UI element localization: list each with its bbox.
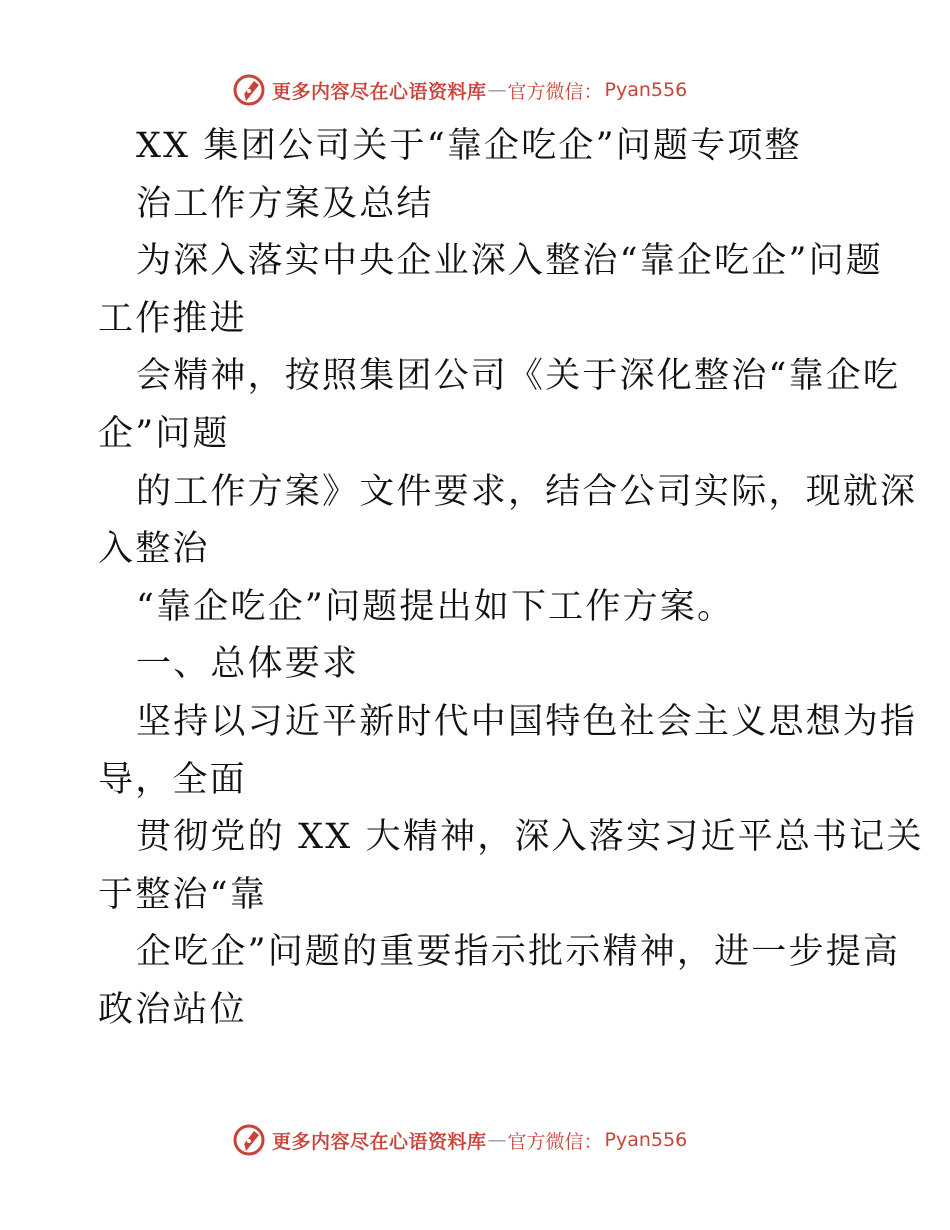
paragraph-line: 的工作方案》文件要求，结合公司实际，现就深 bbox=[136, 471, 918, 512]
paragraph-line: “靠企吃企”问题提出如下工作方案。 bbox=[136, 586, 735, 627]
footer-banner[interactable] bbox=[232, 1123, 752, 1157]
paragraph-line: 为深入落实中央企业深入整治“靠企吃企”问题 bbox=[136, 241, 883, 282]
banner-wechat-id: Pyan556 bbox=[604, 79, 688, 101]
banner-wechat-id: Pyan556 bbox=[604, 1129, 688, 1151]
paragraph-line: 贯彻党的 XX 大精神，深入落实习近平总书记关 bbox=[136, 817, 924, 858]
paragraph-line: 企吃企”问题的重要指示批示精神，进一步提高 bbox=[136, 932, 901, 973]
document-body bbox=[98, 118, 924, 1040]
paragraph-line: 会精神，按照集团公司《关于深化整治“靠企吃 bbox=[136, 356, 901, 397]
banner-title: 更多内容尽在心语资料库 bbox=[272, 1130, 487, 1153]
paragraph-line: 坚持以习近平新时代中国特色社会主义思想为指 bbox=[136, 701, 918, 742]
pen-nib-circle-icon bbox=[232, 73, 266, 107]
doc-title-line-1: XX 集团公司关于“靠企吃企”问题专项整 bbox=[136, 126, 802, 166]
doc-title-line-2: 治工作方案及总结 bbox=[136, 183, 434, 224]
paragraph-line: 政治站位 bbox=[98, 989, 247, 1030]
banner-dash: — bbox=[487, 79, 507, 101]
header-banner[interactable] bbox=[232, 73, 752, 107]
paragraph-line: 入整治 bbox=[98, 529, 210, 570]
paragraph-line: 企”问题 bbox=[98, 413, 230, 454]
banner-wechat-label: 官方微信： bbox=[507, 1130, 603, 1153]
banner-title: 更多内容尽在心语资料库 bbox=[272, 80, 487, 103]
paragraph-line: 于整治“靠 bbox=[98, 874, 267, 915]
section-heading: 一、总体要求 bbox=[136, 644, 360, 685]
banner-dash: — bbox=[487, 1129, 507, 1151]
banner-wechat-label: 官方微信： bbox=[507, 80, 603, 103]
paragraph-line: 工作推进 bbox=[98, 298, 247, 339]
pen-nib-circle-icon bbox=[232, 1123, 266, 1157]
paragraph-line: 导，全面 bbox=[98, 759, 247, 800]
